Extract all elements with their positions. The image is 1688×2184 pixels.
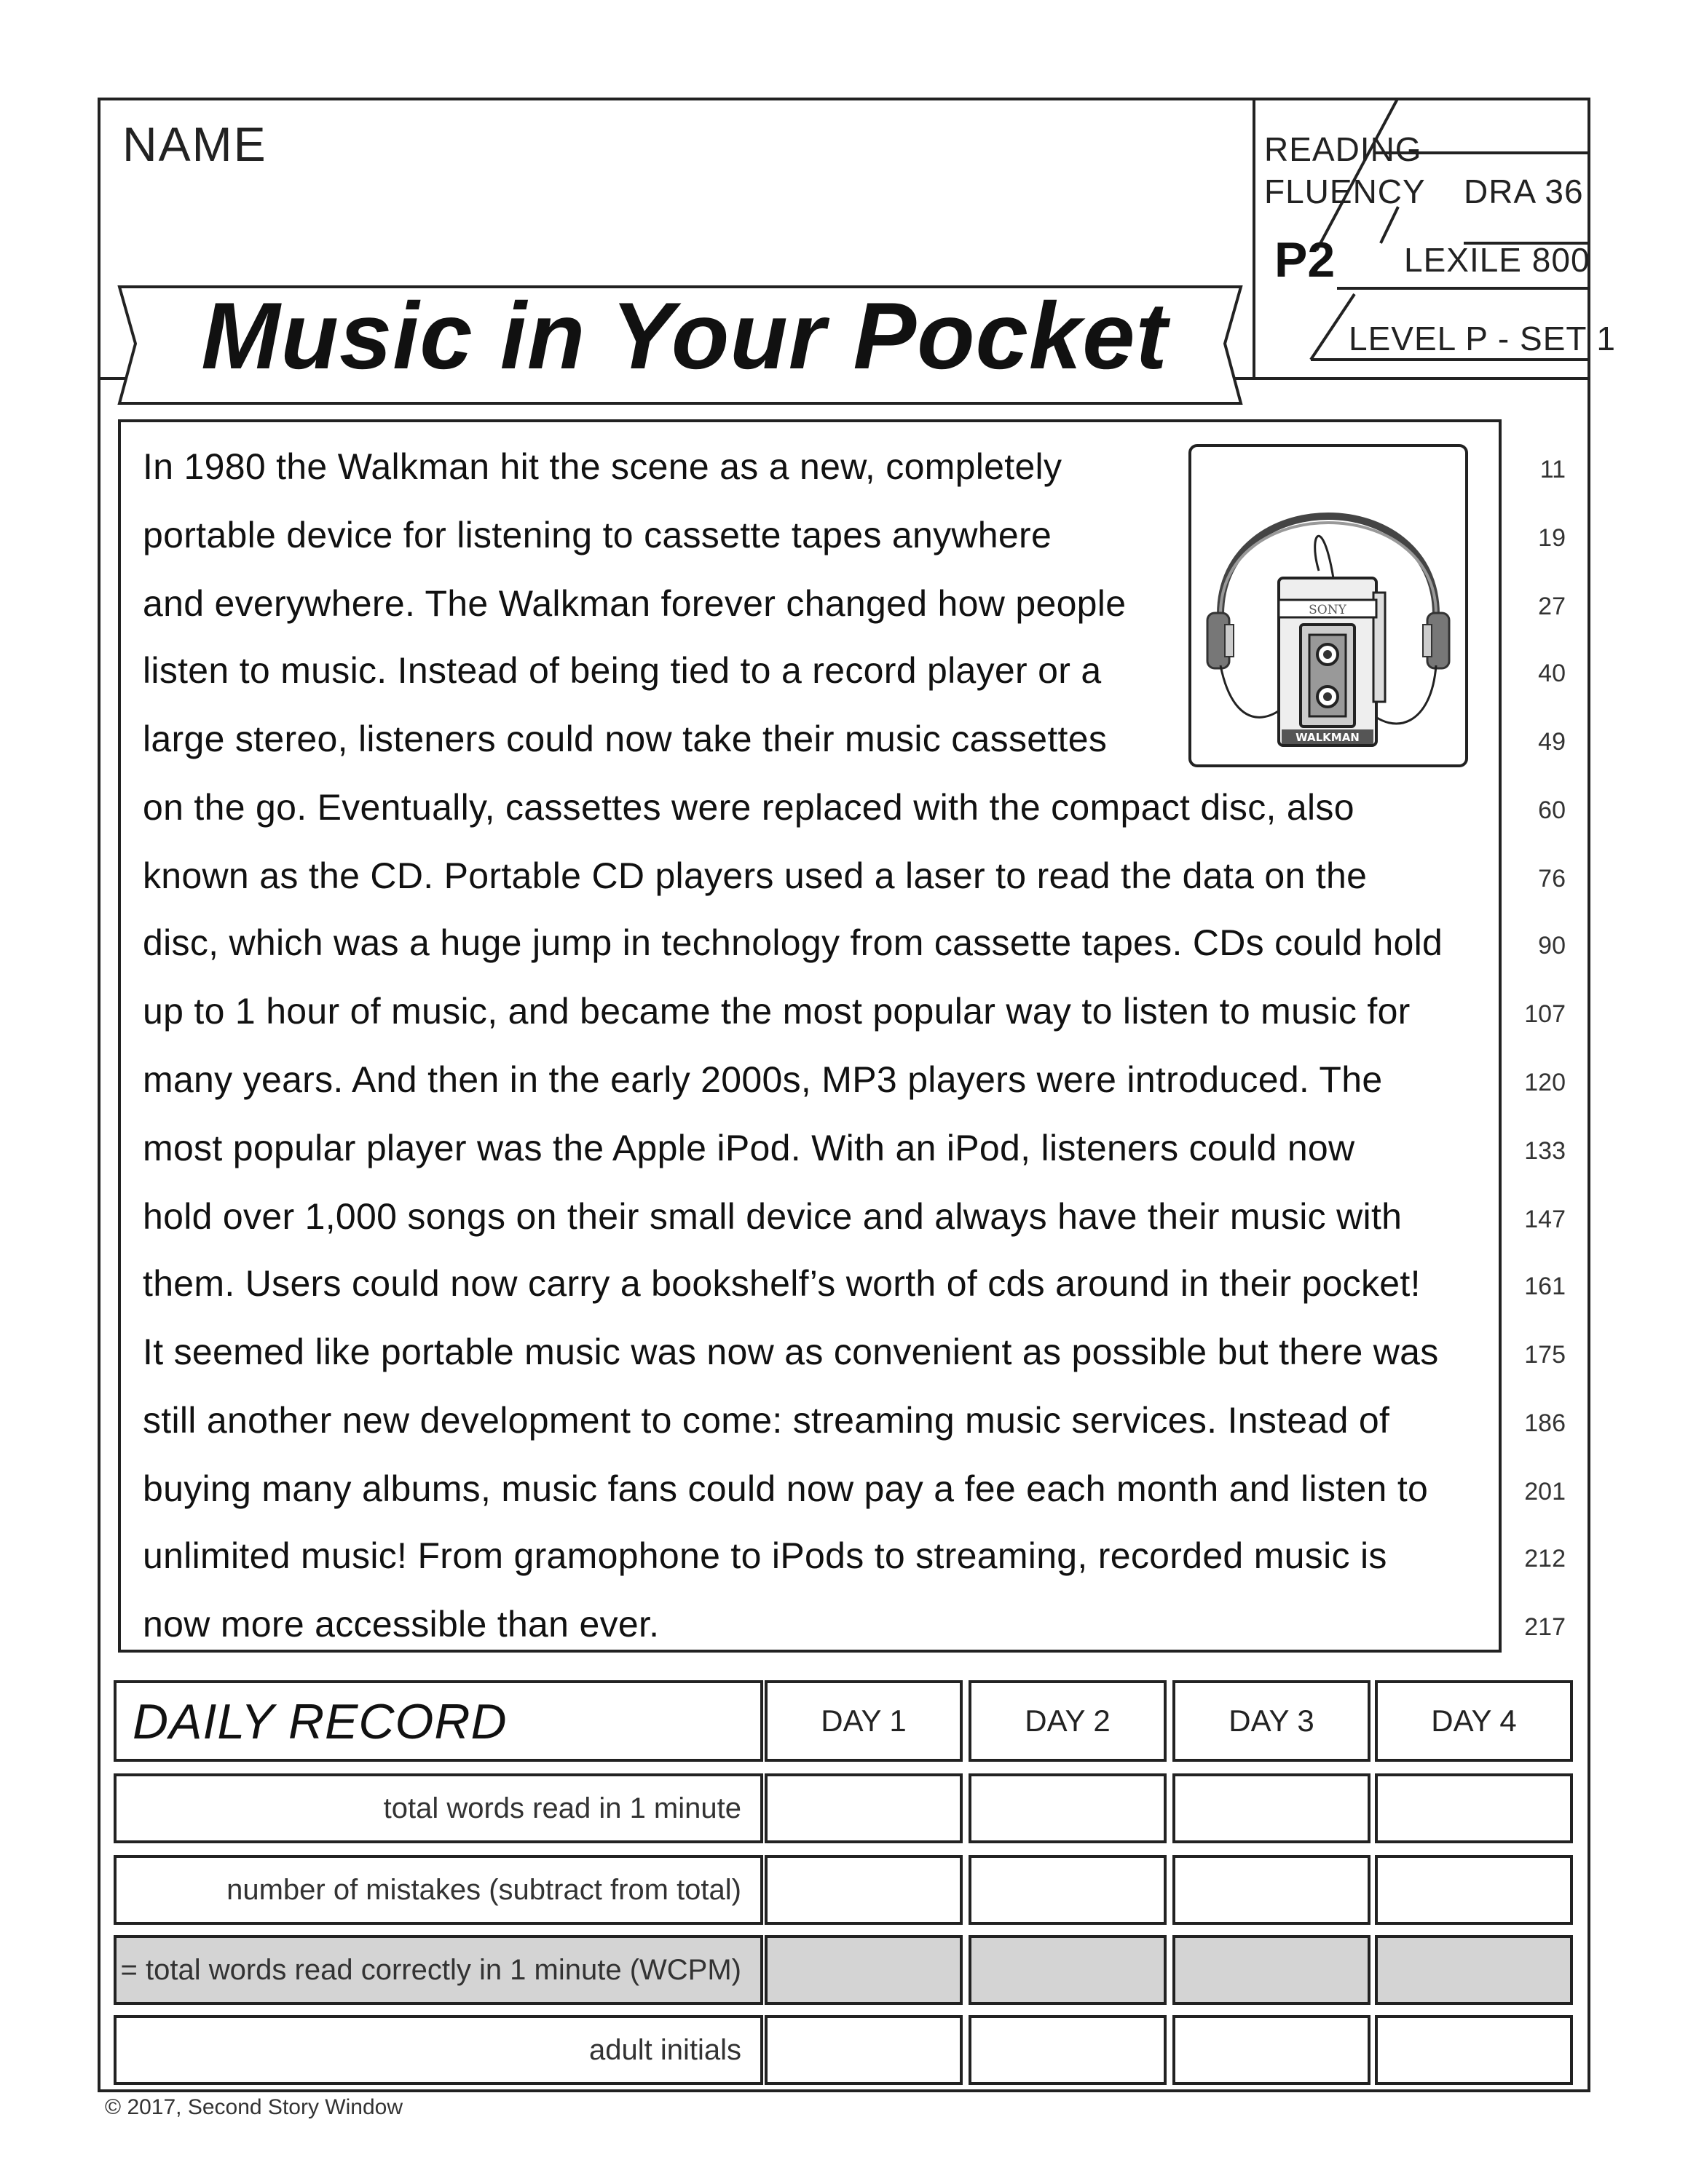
passage-line: them. Users could now carry a bookshelf’s worth of cds around in their pocket!: [143, 1263, 1421, 1304]
record-entry-cell[interactable]: [969, 2015, 1167, 2085]
word-count: 40: [1538, 660, 1566, 687]
day-label: DAY 2: [1025, 1704, 1111, 1738]
passage-line: and everywhere. The Walkman forever changed how people: [143, 583, 1127, 624]
passage-line: most popular player was the Apple iPod. With an iPod, listeners could now: [143, 1128, 1355, 1168]
reading-label: READING: [1264, 130, 1422, 168]
word-count: 175: [1524, 1341, 1566, 1369]
word-count: 217: [1524, 1613, 1566, 1641]
record-entry-cell[interactable]: [969, 1935, 1167, 2005]
record-entry-cell[interactable]: [1375, 1935, 1573, 2005]
record-entry-cell[interactable]: [969, 1855, 1167, 1925]
walkman-model-text: WALKMAN: [1295, 731, 1360, 744]
dra-level: DRA 36: [1464, 173, 1584, 210]
record-row-label: = total words read correctly in 1 minute (WCPM): [120, 1954, 741, 1986]
word-count: 90: [1538, 932, 1566, 960]
word-count: 212: [1524, 1545, 1566, 1572]
word-count: 107: [1524, 1000, 1566, 1028]
passage-line: on the go. Eventually, cassettes were replaced with the compact disc, also: [143, 787, 1354, 828]
record-entry-cell[interactable]: [1375, 1773, 1573, 1843]
record-entry-cell[interactable]: [765, 2015, 963, 2085]
passage-line: now more accessible than ever.: [143, 1604, 660, 1645]
record-entry-cell[interactable]: [1375, 1855, 1573, 1925]
record-entry-cell[interactable]: [1172, 1773, 1370, 1843]
record-row-label: adult initials: [588, 2034, 741, 2066]
record-entry-cell[interactable]: [765, 1855, 963, 1925]
level-set: LEVEL P - SET 1: [1349, 320, 1617, 357]
daily-record-title: DAILY RECORD: [133, 1694, 508, 1749]
record-entry-cell[interactable]: [765, 1773, 963, 1843]
word-count: 49: [1538, 728, 1566, 756]
record-entry-cell[interactable]: [765, 1935, 963, 2005]
day-label: DAY 3: [1228, 1704, 1314, 1738]
record-entry-cell[interactable]: [1172, 2015, 1370, 2085]
name-label: NAME: [122, 117, 267, 171]
record-row-label: total words read in 1 minute: [383, 1792, 741, 1824]
passage-line: large stereo, listeners could now take their music cassettes: [143, 719, 1108, 759]
day-label: DAY 1: [821, 1704, 907, 1738]
passage-line: In 1980 the Walkman hit the scene as a new, completely: [143, 446, 1062, 487]
walkman-brand-text: SONY: [1309, 603, 1346, 617]
passage-line: up to 1 hour of music, and became the most popular way to listen to music for: [143, 991, 1411, 1032]
word-count: 76: [1538, 865, 1566, 893]
record-entry-cell[interactable]: [1172, 1935, 1370, 2005]
record-entry-cell[interactable]: [1375, 2015, 1573, 2085]
passage-line: known as the CD. Portable CD players used a laser to read the data on the: [143, 855, 1368, 896]
word-count: 161: [1524, 1273, 1566, 1300]
passage-line: unlimited music! From gramophone to iPods to streaming, recorded music is: [143, 1535, 1387, 1576]
day-label: DAY 4: [1431, 1704, 1517, 1738]
word-count: 19: [1538, 524, 1566, 552]
passage-line: buying many albums, music fans could now pay a fee each month and listen to: [143, 1468, 1429, 1509]
word-count: 201: [1524, 1478, 1566, 1506]
lexile-level: LEXILE 800: [1404, 241, 1590, 279]
passage-line: listen to music. Instead of being tied to a record player or a: [143, 650, 1102, 691]
word-count: 11: [1539, 456, 1566, 483]
walkman-illustration: [1188, 444, 1468, 767]
passage-line: hold over 1,000 songs on their small device and always have their music with: [143, 1196, 1403, 1237]
walkman-headphones-icon: [1191, 447, 1465, 764]
passage-line: It seemed like portable music was now as convenient as possible but there was: [143, 1332, 1439, 1372]
copyright: © 2017, Second Story Window: [105, 2095, 403, 2119]
fluency-label: FLUENCY: [1264, 173, 1426, 210]
passage-title: Music in Your Pocket: [201, 282, 1168, 389]
word-count: 186: [1524, 1409, 1566, 1437]
passage-line: portable device for listening to cassette tapes anywhere: [143, 515, 1052, 555]
word-count: 27: [1538, 593, 1566, 620]
word-count: 60: [1538, 796, 1566, 824]
word-count: 147: [1524, 1206, 1566, 1233]
record-entry-cell[interactable]: [969, 1773, 1167, 1843]
word-count: 120: [1524, 1069, 1566, 1096]
record-entry-cell[interactable]: [1172, 1855, 1370, 1925]
word-count: 133: [1524, 1137, 1566, 1165]
record-row-label: number of mistakes (subtract from total): [226, 1874, 741, 1906]
passage-line: still another new development to come: streaming music services. Instead of: [143, 1400, 1390, 1441]
passage-line: many years. And then in the early 2000s, MP3 players were introduced. The: [143, 1059, 1383, 1100]
passage-line: disc, which was a huge jump in technology from cassette tapes. CDs could hold: [143, 922, 1443, 963]
passage-code: P2: [1274, 232, 1336, 288]
